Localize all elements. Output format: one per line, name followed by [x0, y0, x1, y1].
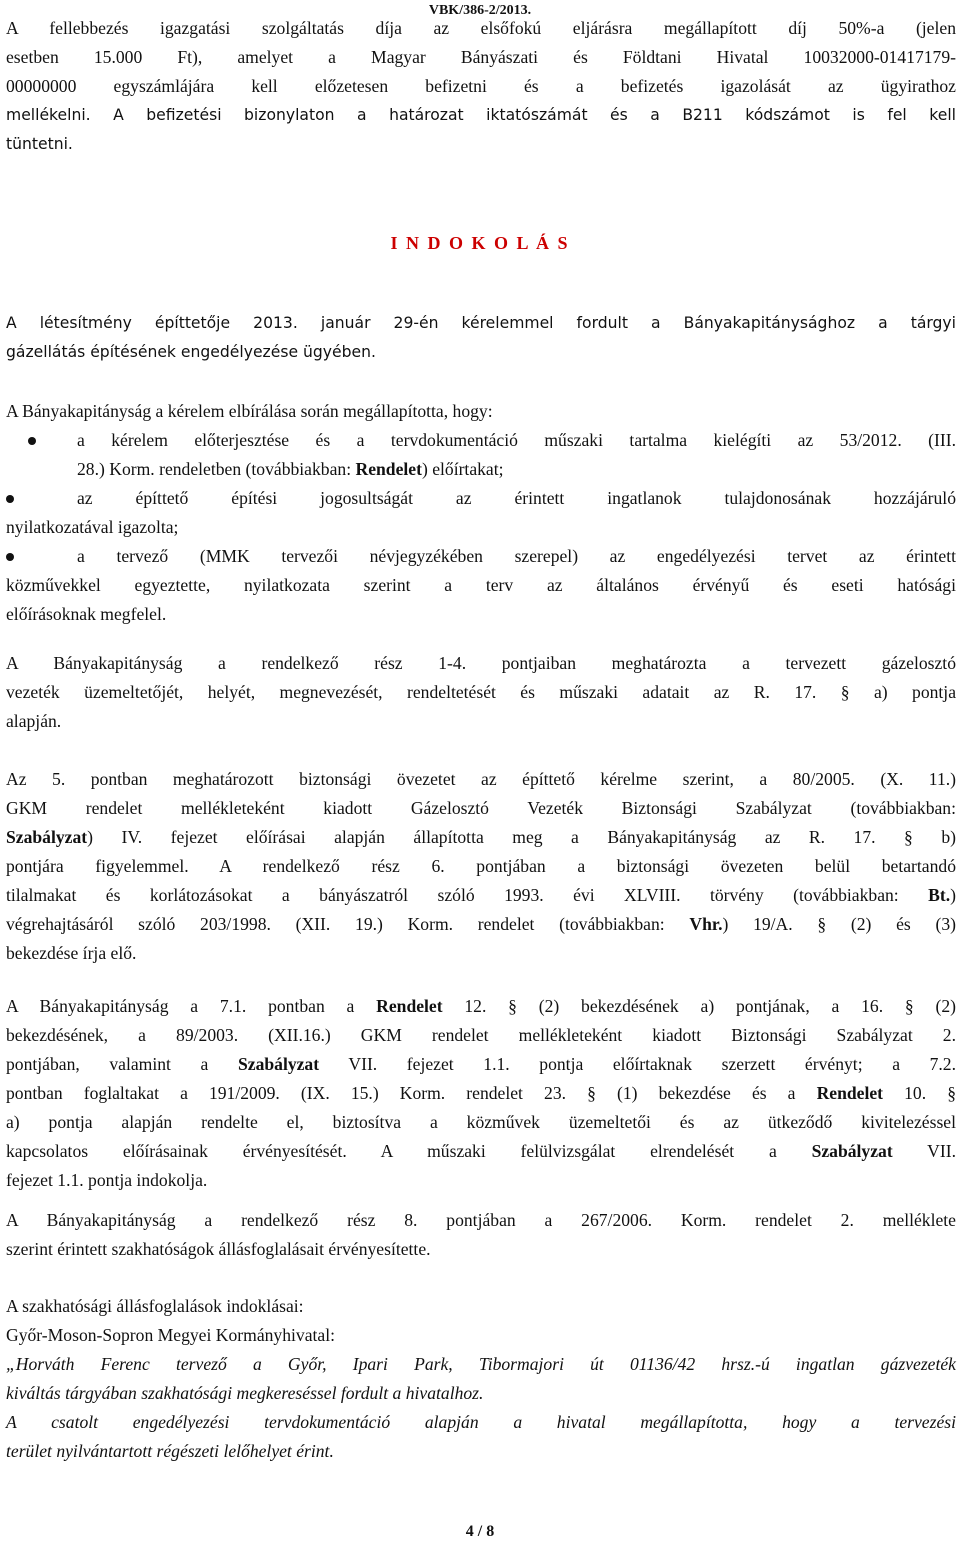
- fee-paragraph: A fellebbezés igazgatási szolgáltatás díja az elsőfokú eljárásra megállapított díj 50%-a (jelen esetben 15.000 Ft), amelyet a Magyar Bányászati és Földtani Hivatal 10032000-01417179- 00000000 egyszámlájára kell előzetesen befizetni és a befizetés igazolását az ügyirathoz mellékelni. A befizetési bizonylaton a határozat iktatószámát és a B211 kódszámot is fel kell tüntetni.: [6, 18, 956, 153]
- bullet-item: a tervező (MMK tervezői névjegyzékében szerepel) az engedélyezési tervet az érintett közművekkel egyeztette, nyilatkozata szerint a terv az általános érvényű és eseti hatósági előírásoknak megfelel.: [6, 546, 956, 624]
- page-number: 4 / 8: [465, 1523, 495, 1540]
- bullet-item: a kérelem előterjesztése és a tervdokumentáció műszaki tartalma kielégíti az 53/2012. (III. 28.) Korm. rendeletben (továbbiakban: Rendelet) előírtakat;: [6, 426, 956, 484]
- section-heading: I N D O K O L Á S: [390, 233, 570, 253]
- safety-zone-paragraph: Az 5. pontban meghatározott biztonsági övezetet az építtető kérelme szerint, a 80/2005. (X. 11.) GKM rendelet mellékleteként kiadott Gázelosztó Vezeték Biztonsági Szabályzat (továbbiakban: Szabályzat) IV. fejezet előírásai alapján állapította meg a Bányakapitányság az R. 17. § b) pontjára figyelemmel. A rendelkező rész 6. pontjában a biztonsági övezeten belül betartandó tilalmakat és korlátozásokat a bányászatról szóló 1993. évi XLVIII. törvény (továbbiakban: Bt.) végrehajtásáról szóló 203/1998. (XII. 19.) Korm. rendelet (továbbiakban: Vhr.) 19/A. § (2) és (3) bekezdése írja elő.: [6, 769, 957, 963]
- authorities-paragraph: A Bányakapitányság a rendelkező rész 8. pontjában a 267/2006. Korm. rendelet 2. melléklete szerint érintett szakhatóságok állásfoglalásait érvényesítette.: [6, 1210, 956, 1259]
- bullet-item: az építtető építési jogosultságát az érintett ingatlanok tulajdonosának hozzájáruló nyilatkozatával igazolta;: [6, 488, 956, 537]
- operator-paragraph: A Bányakapitányság a rendelkező rész 1-4. pontjaiban meghatározta a tervezett gázelosztó vezeték üzemeltetőjét, helyét, megnevezését, rendeltetését és műszaki adatait az R. 17. § a) pontja alapján.: [6, 653, 956, 731]
- application-paragraph: A létesítmény építtetője 2013. január 29-én kérelemmel fordult a Bányakapitánysághoz a tárgyi gázellátás építésének engedélyezése ügyében.: [6, 314, 956, 361]
- authority-reasoning: A szakhatósági állásfoglalások indoklásai: Győr-Moson-Sopron Megyei Kormányhivatal: „Horváth Ferenc tervező a Győr, Ipari Park, Tibormajori út 01136/42 hrsz.-ú ingatlan gázvezeték kiváltás tárgyában szakhatósági megkereséssel fordult a hivatalhoz. A csatolt engedélyezési tervdokumentáció alapján a hivatal megállapította, hogy a tervezési terület nyilvántartott régészeti lelőhelyet érint.: [6, 1296, 956, 1461]
- findings-lead: A Bányakapitányság a kérelem elbírálása során megállapította, hogy:: [6, 401, 493, 421]
- regulation-paragraph: A Bányakapitányság a 7.1. pontban a Rendelet 12. § (2) bekezdésének a) pontjának, a 16. § (2) bekezdésének, a 89/2003. (XII.16.) GKM rendelet mellékleteként kiadott Biztonsági Szabályzat 2. pontjában, valamint a Szabályzat VII. fejezet 1.1. pontja előírtaknak szerzett érvényt; a 7.2. pontban foglaltakat a 191/2009. (IX. 15.) Korm. rendelet 23. § (1) bekezdése és a Rendelet 10. § a) pontja alapján rendelte el, biztosítva a közművek üzemeltetői és az ütkeződő kivitelezéssel kapcsolatos előírásainak érvényesítését. A műszaki felülvizsgálat elrendelését a Szabályzat VII. fejezet 1.1. pontja indokolja.: [6, 996, 957, 1190]
- bullet-icon: [28, 437, 36, 445]
- bullet-icon: [6, 553, 14, 561]
- document-number: VBK/386-2/2013.: [428, 3, 532, 18]
- bullet-icon: [6, 495, 14, 503]
